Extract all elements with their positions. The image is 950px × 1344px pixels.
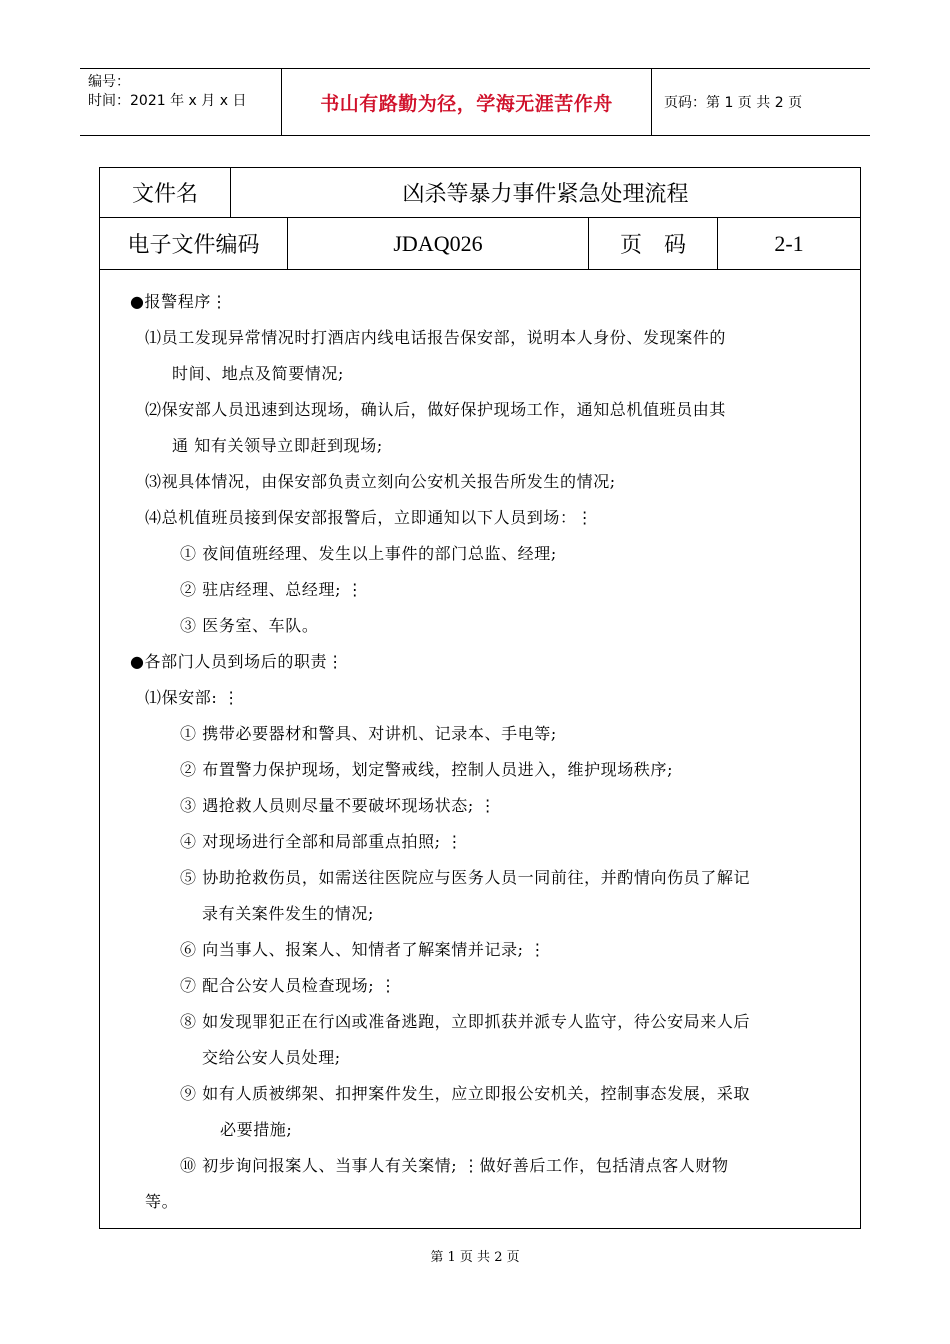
code-row	[100, 218, 860, 270]
list-item: ③ 医务室、车队。	[180, 616, 319, 635]
list-item: ⑦ 配合公安人员检查现场; ⋮	[180, 976, 397, 995]
list-item: ⑧ 如发现罪犯正在行凶或准备逃跑，立即抓获并派专人监守，待公安局来人后	[180, 1012, 751, 1031]
list-item: ③ 遇抢救人员则尽量不要破坏现场状态; ⋮	[180, 796, 497, 815]
list-item: ① 夜间值班经理、发生以上事件的部门总监、经理;	[180, 544, 557, 563]
document-body	[100, 270, 860, 1220]
paragraph-line: 时间、地点及简要情况;	[172, 364, 344, 383]
paragraph-line: ⑴保安部: ⋮	[145, 688, 240, 707]
page-footer: 第 1 页 共 2 页	[430, 1250, 520, 1265]
list-item: ⑤ 协助抢救伤员，如需送往医院应与医务人员一同前往，并酌情向伤员了解记	[180, 868, 751, 887]
header-motto: 书山有路勤为径，学海无涯苦作舟	[282, 69, 652, 135]
list-item: ⑩ 初步询问报案人、当事人有关案情; ⋮做好善后工作，包括清点客人财物	[180, 1156, 729, 1175]
page-header	[80, 68, 870, 136]
header-page-info: 页码：第 1 页 共 2 页	[664, 95, 803, 111]
list-item-continuation: 必要措施;	[220, 1120, 293, 1139]
paragraph-line: ⑵保安部人员迅速到达现场，确认后，做好保护现场工作，通知总机值班员由其	[145, 400, 727, 419]
list-item: ② 布置警力保护现场，划定警戒线，控制人员进入，维护现场秩序;	[180, 760, 674, 779]
header-meta	[80, 69, 282, 135]
filename-label: 文件名	[100, 168, 231, 217]
paragraph-line: ⑴员工发现异常情况时打酒店内线电话报告保安部，说明本人身份、发现案件的	[145, 328, 727, 347]
document-table	[99, 167, 861, 1229]
section-heading: ●各部门人员到场后的职责⋮	[130, 652, 344, 671]
section-heading: ●报警程序⋮	[130, 292, 228, 311]
list-item: ④ 对现场进行全部和局部重点拍照; ⋮	[180, 832, 463, 851]
page-value: 2-1	[774, 230, 804, 256]
page-label: 页 码	[589, 218, 718, 269]
list-item-continuation: 录有关案件发生的情况;	[202, 904, 374, 923]
paragraph-line: ⑷总机值班员接到保安部报警后，立即通知以下人员到场：⋮	[145, 508, 594, 527]
code-label: 电子文件编码	[100, 218, 288, 269]
filename-row	[100, 168, 860, 218]
list-item: ① 携带必要器材和警具、对讲机、记录本、手电等;	[180, 724, 557, 743]
filename-value: 凶杀等暴力事件紧急处理流程	[402, 182, 689, 207]
list-item: ⑥ 向当事人、报案人、知情者了解案情并记录; ⋮	[180, 940, 546, 959]
paragraph-line: ⑶视具体情况，由保安部负责立刻向公安机关报告所发生的情况;	[145, 472, 616, 491]
list-item-continuation: 等。	[145, 1192, 179, 1211]
list-item-continuation: 交给公安人员处理;	[202, 1048, 341, 1067]
number-label: 编号：	[88, 74, 130, 90]
code-value: JDAQ026	[288, 218, 589, 269]
list-item: ⑨ 如有人质被绑架、扣押案件发生，应立即报公安机关，控制事态发展，采取	[180, 1084, 751, 1103]
list-item: ② 驻店经理、总经理; ⋮	[180, 580, 364, 599]
time-label: 时间：2021 年 x 月 x 日	[88, 93, 247, 109]
paragraph-line: 通 知有关领导立即赶到现场;	[172, 436, 383, 455]
